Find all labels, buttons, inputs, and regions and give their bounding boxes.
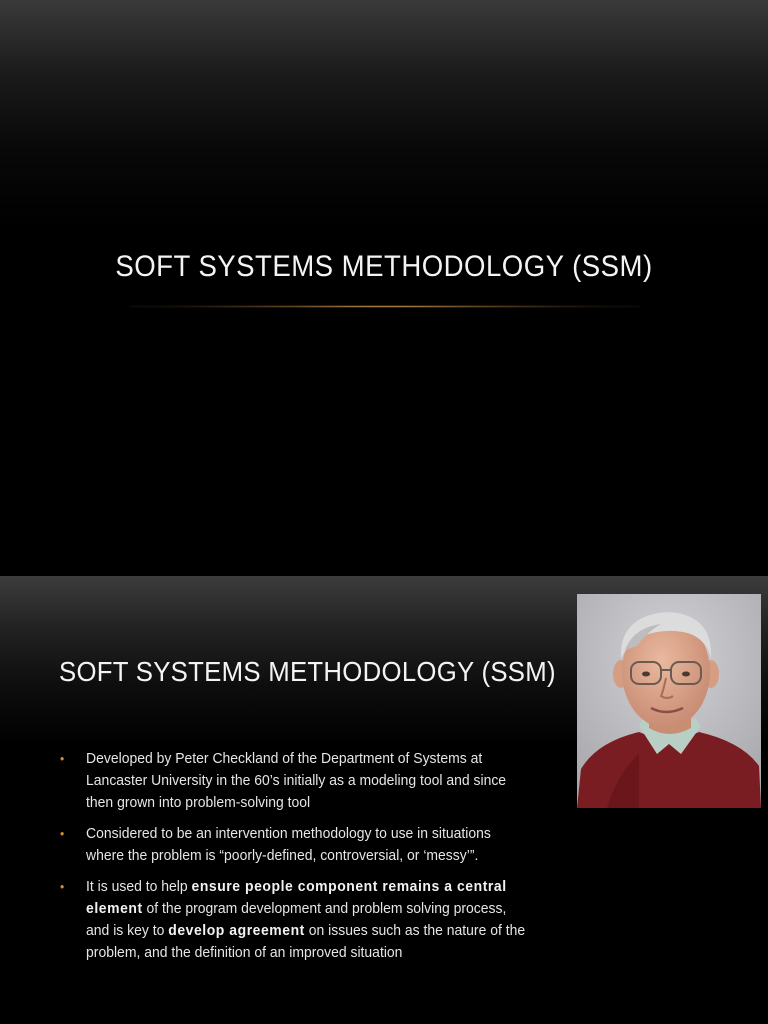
bullet-item <box>60 876 530 964</box>
bullet-item <box>60 823 530 867</box>
bullet-item <box>60 748 530 814</box>
bullet-dot-icon: • <box>60 751 65 766</box>
bullet-text-pre: It is used to help <box>86 878 192 895</box>
bullet-text: Developed by Peter Checkland of the Department of Systems at Lancaster University in the 60’s initially as a modeling tool and since then grown into problem-solving tool <box>86 750 507 811</box>
bullet-dot-icon: • <box>60 826 65 841</box>
bullet-bold-phrase: develop agreement <box>168 922 305 939</box>
portrait-illustration <box>577 594 761 808</box>
bullet-text: Considered to be an intervention methodology to use in situations where the problem is “poorly-defined, controversial, or ‘messy’”. <box>86 825 491 864</box>
title-slide-heading: SOFT SYSTEMS METHODOLOGY (SSM) <box>115 250 653 283</box>
bullet-text-mid: of the program development and problem solving process, and is key to <box>86 900 507 939</box>
portrait-photo <box>577 594 761 808</box>
bullet-bold-phrase: ensure people component remains a central element <box>86 878 507 917</box>
content-slide <box>0 576 768 1024</box>
title-divider <box>130 305 640 308</box>
bullet-text-post: on issues such as the nature of the problem, and the definition of an improved situation <box>86 922 526 961</box>
bullet-dot-icon: • <box>60 879 65 894</box>
content-slide-heading: SOFT SYSTEMS METHODOLOGY (SSM) <box>59 656 556 687</box>
bullet-list <box>60 748 565 973</box>
